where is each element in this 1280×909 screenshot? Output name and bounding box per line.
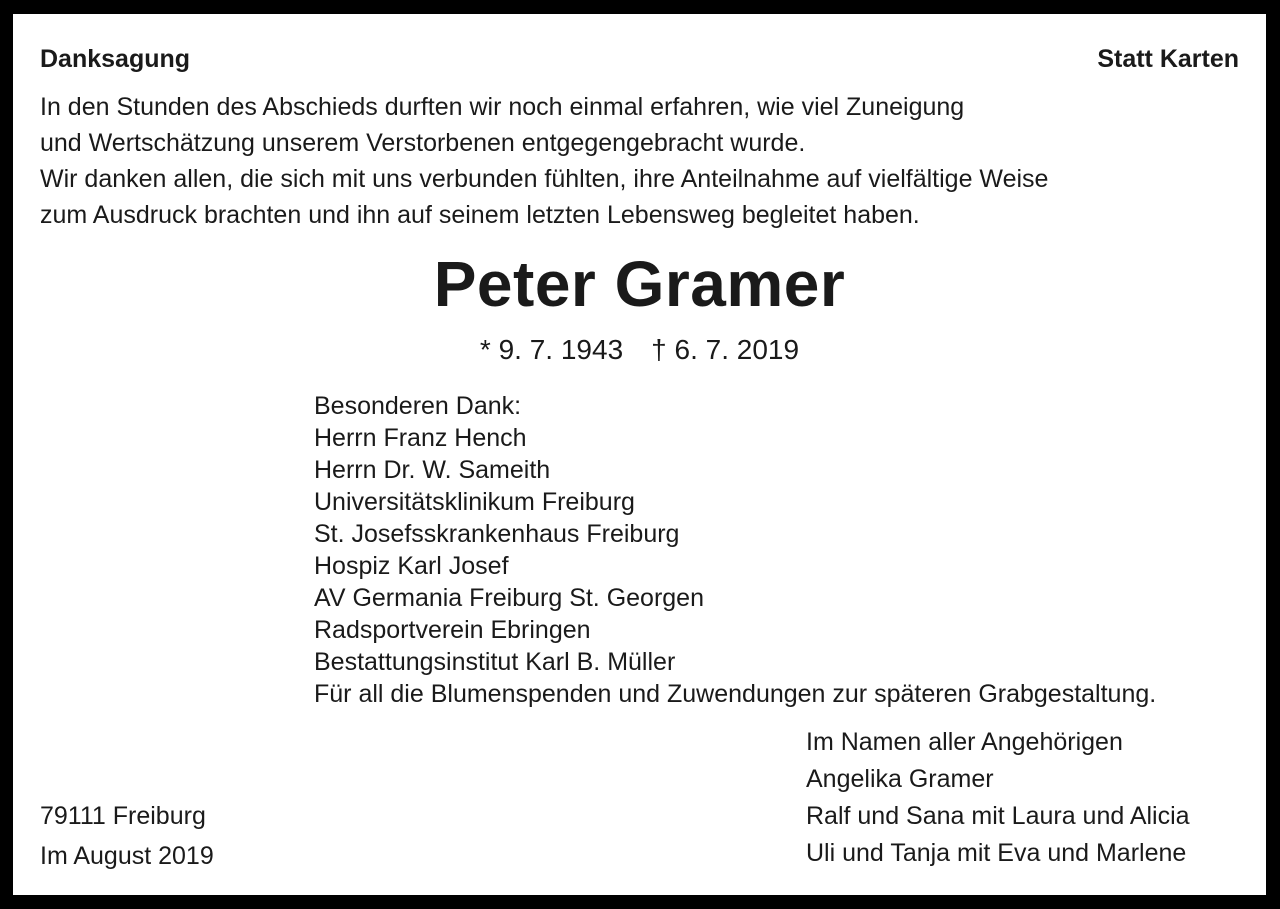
thanks-item: Herrn Dr. W. Sameith xyxy=(314,456,551,484)
thanks-item: AV Germania Freiburg St. Georgen xyxy=(314,584,704,612)
heading-danksagung: Danksagung xyxy=(40,45,191,73)
intro-line: und Wertschätzung unserem Verstorbenen entgegengebracht wurde. xyxy=(40,129,806,157)
signature-line: Ralf und Sana mit Laura und Alicia xyxy=(806,802,1190,830)
heading-statt-karten: Statt Karten xyxy=(1097,45,1239,73)
thanks-item: Radsportverein Ebringen xyxy=(314,616,591,644)
obituary-card xyxy=(13,14,1266,895)
intro-text xyxy=(40,89,1048,233)
thanks-item: St. Josefsskrankenhaus Freiburg xyxy=(314,520,680,548)
place-and-date xyxy=(40,796,214,876)
intro-line: In den Stunden des Abschieds durften wir noch einmal erfahren, wie viel Zuneigung xyxy=(40,93,965,121)
birth-date: * 9. 7. 1943 xyxy=(479,334,624,365)
thanks-heading: Besonderen Dank: xyxy=(314,392,522,420)
signature-line: Im Namen aller Angehörigen xyxy=(806,728,1123,756)
place-date: Im August 2019 xyxy=(40,842,214,870)
place-city: 79111 Freiburg xyxy=(40,802,206,830)
thanks-item: Herrn Franz Hench xyxy=(314,424,527,452)
death-date: † 6. 7. 2019 xyxy=(651,334,800,365)
intro-line: zum Ausdruck brachten und ihn auf seinem letzten Lebensweg begleitet haben. xyxy=(40,201,920,229)
thanks-item: Hospiz Karl Josef xyxy=(314,552,509,580)
special-thanks xyxy=(314,390,1156,710)
thanks-item: Für all die Blumenspenden und Zuwendungen zur späteren Grabgestaltung. xyxy=(314,680,1157,708)
thanks-item: Universitätsklinikum Freiburg xyxy=(314,488,635,516)
signature-line: Angelika Gramer xyxy=(806,765,994,793)
life-dates xyxy=(13,330,1266,370)
deceased-name: Peter Gramer xyxy=(433,248,846,320)
signature-block xyxy=(806,724,1190,872)
signature-line: Uli und Tanja mit Eva und Marlene xyxy=(806,839,1187,867)
thanks-item: Bestattungsinstitut Karl B. Müller xyxy=(314,648,676,676)
intro-line: Wir danken allen, die sich mit uns verbunden fühlten, ihre Anteilnahme auf vielfältige Weise xyxy=(40,165,1049,193)
